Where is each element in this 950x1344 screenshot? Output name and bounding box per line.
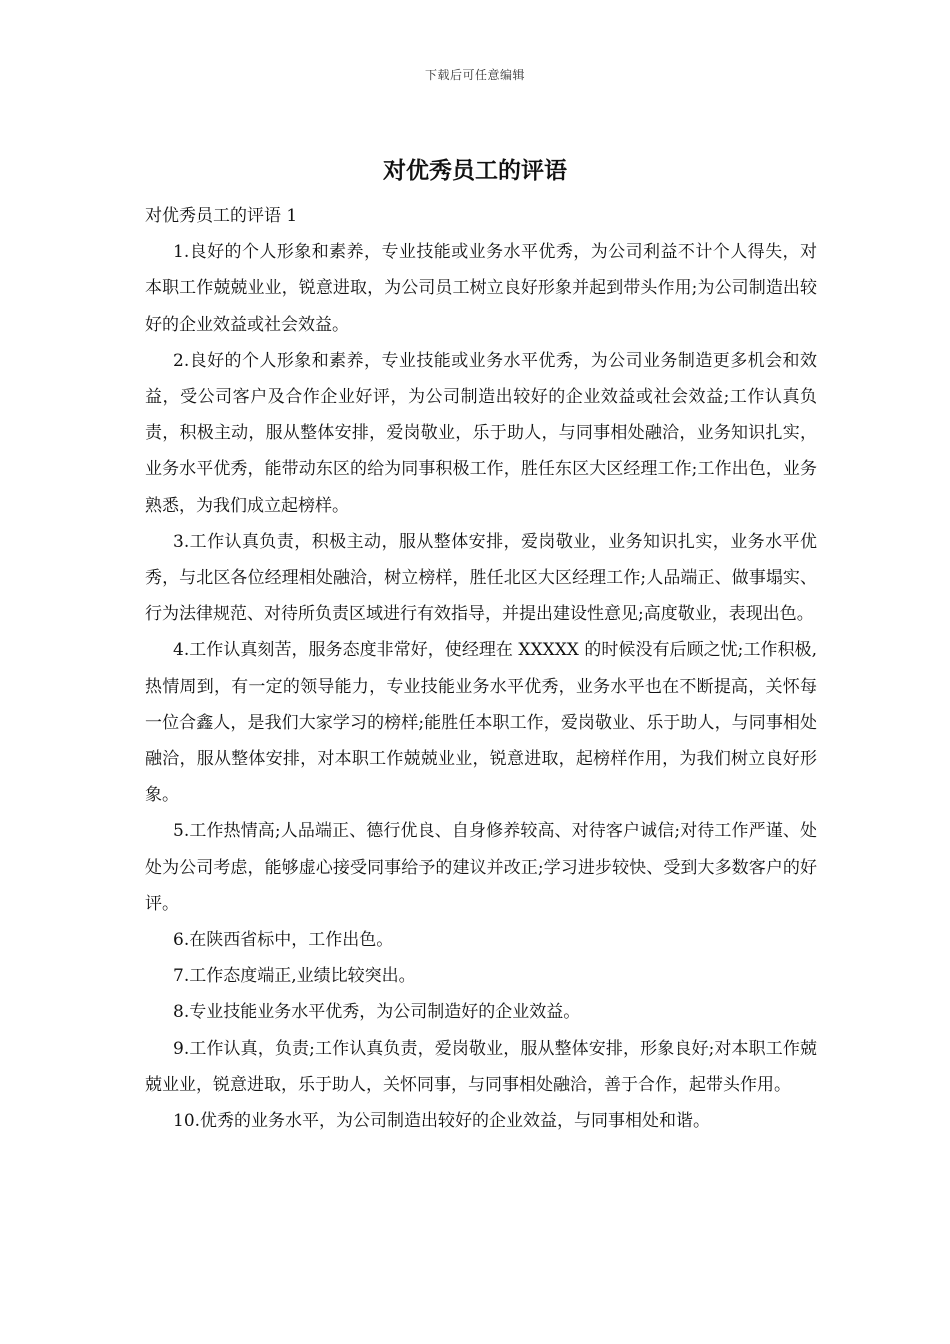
document-title: 对优秀员工的评语 xyxy=(383,158,567,184)
document-body xyxy=(145,198,817,1139)
comment-paragraph-9: 9.工作认真，负责;工作认真负责，爱岗敬业，服从整体安排，形象良好;对本职工作兢兢业业，锐意进取，乐于助人，关怀同事，与同事相处融洽，善于合作，起带头作用。 xyxy=(145,1038,817,1095)
section-subheading: 对优秀员工的评语 1 xyxy=(145,206,298,226)
comment-paragraph-2: 2.良好的个人形象和素养，专业技能或业务水平优秀，为公司业务制造更多机会和效益，受公司客户及合作企业好评，为公司制造出较好的企业效益或社会效益;工作认真负责，积极主动，服从整体安排，爱岗敬业，乐于助人，与同事相处融洽，业务知识扎实，业务水平优秀，能带动东区的给为同事积极工作，胜任东区大区经理工作;工作出色，业务熟悉，为我们成立起榜样。 xyxy=(145,350,817,516)
header-note: 下载后可任意编辑 xyxy=(424,68,525,82)
comment-paragraph-1: 1.良好的个人形象和素养，专业技能或业务水平优秀，为公司利益不计个人得失，对本职工作兢兢业业，锐意进取，为公司员工树立良好形象并起到带头作用;为公司制造出较好的企业效益或社会效益。 xyxy=(145,242,817,335)
comment-paragraph-6: 6.在陕西省标中，工作出色。 xyxy=(173,930,394,951)
comment-paragraph-5: 5.工作热情高;人品端正、德行优良、自身修养较高、对待客户诚信;对待工作严谨、处处为公司考虑，能够虚心接受同事给予的建议并改正;学习进步较快、受到大多数客户的好评。 xyxy=(145,821,817,914)
comment-paragraph-4: 4.工作认真刻苦，服务态度非常好，使经理在 XXXXX 的时候没有后顾之忧;工作积极,热情周到，有一定的领导能力，专业技能业务水平优秀，业务水平也在不断提高，关怀每一位合鑫人，是我们大家学习的榜样;能胜任本职工作，爱岗敬业、乐于助人，与同事相处融洽，服从整体安排，对本职工作兢兢业业，锐意进取，起榜样作用，为我们树立良好形象。 xyxy=(145,640,817,806)
comment-paragraph-10: 10.优秀的业务水平，为公司制造出较好的企业效益，与同事相处和谐。 xyxy=(173,1111,711,1132)
comment-paragraph-3: 3.工作认真负责，积极主动，服从整体安排，爱岗敬业，业务知识扎实，业务水平优秀，与北区各位经理相处融洽，树立榜样，胜任北区大区经理工作;人品端正、做事塌实、行为法律规范、对待所负责区域进行有效指导，并提出建设性意见;高度敬业，表现出色。 xyxy=(145,531,817,625)
comment-paragraph-7: 7.工作态度端正,业绩比较突出。 xyxy=(173,966,416,987)
comment-paragraph-8: 8.专业技能业务水平优秀，为公司制造好的企业效益。 xyxy=(173,1002,581,1023)
